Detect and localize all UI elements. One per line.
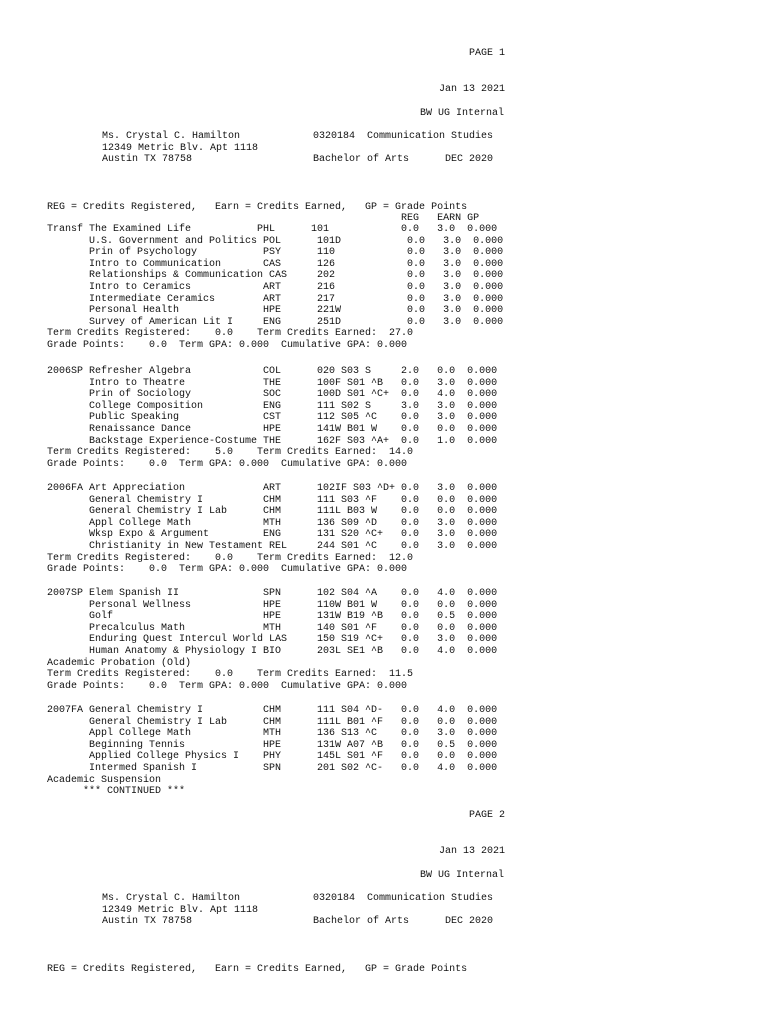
course-line: Precalculus Math MTH 140 S01 ^F 0.0 0.0 0.000 xyxy=(47,622,498,634)
term-gpa-summary: Grade Points: 0.0 Term GPA: 0.000 Cumulative GPA: 0.000 xyxy=(47,564,408,576)
report-date: Jan 13 2021 xyxy=(439,846,506,857)
course-line: Human Anatomy & Physiology I BIO 203L SE1 ^B 0.0 4.0 0.000 xyxy=(47,645,498,657)
term-gpa-summary: Grade Points: 0.0 Term GPA: 0.000 Cumulative GPA: 0.000 xyxy=(47,458,408,470)
degree-info: Bachelor of Arts DEC 2020 xyxy=(313,154,494,165)
student-name: Ms. Crystal C. Hamilton xyxy=(102,893,241,904)
page-label: PAGE 2 xyxy=(469,810,506,821)
course-line: Christianity in New Testament REL 244 S01 ^C 0.0 3.0 0.000 xyxy=(47,540,498,552)
student-address-line2: Austin TX 78758 xyxy=(102,154,193,165)
course-line: General Chemistry I Lab CHM 111L B03 W 0.0 0.0 0.000 xyxy=(47,506,498,518)
course-line: 2007FA General Chemistry I CHM 111 S04 ^D- 0.0 4.0 0.000 xyxy=(47,705,498,716)
course-line: Transf The Examined Life PHL 101 0.0 3.0 0.000 xyxy=(47,224,498,235)
student-address-line1: 12349 Metric Blv. Apt 1118 xyxy=(102,905,259,916)
term-block-2006fa xyxy=(47,483,497,576)
course-line: Appl College Math MTH 136 S13 ^C 0.0 3.0 0.000 xyxy=(47,728,498,740)
course-line: Personal Health HPE 221W 0.0 3.0 0.000 xyxy=(47,305,504,317)
legend-line: REG = Credits Registered, Earn = Credits Earned, GP = Grade Points xyxy=(47,202,468,213)
course-line: 2006FA Art Appreciation ART 102IF S03 ^D+ 0.0 3.0 0.000 xyxy=(47,483,498,494)
course-line: Enduring Quest Intercul World LAS 150 S19 ^C+ 0.0 3.0 0.000 xyxy=(47,634,498,646)
course-line: Intermediate Ceramics ART 217 0.0 3.0 0.000 xyxy=(47,293,504,305)
academic-status: Academic Probation (Old) xyxy=(47,657,192,669)
course-line: Wksp Expo & Argument ENG 131 S20 ^C+ 0.0 3.0 0.000 xyxy=(47,529,498,541)
course-line: Intro to Communication CAS 126 0.0 3.0 0.000 xyxy=(47,258,504,270)
columns-header: REG EARN GP xyxy=(47,213,480,224)
page-label: PAGE 1 xyxy=(469,48,506,59)
course-line: Public Speaking CST 112 S05 ^C 0.0 3.0 0.000 xyxy=(47,412,498,424)
course-line: College Composition ENG 111 S02 S 3.0 3.0 0.000 xyxy=(47,400,498,412)
student-name: Ms. Crystal C. Hamilton xyxy=(102,131,241,142)
degree-info: Bachelor of Arts DEC 2020 xyxy=(313,916,494,927)
course-line: 2007SP Elem Spanish II SPN 102 S04 ^A 0.0 4.0 0.000 xyxy=(47,588,498,599)
term-block-2006sp xyxy=(47,366,497,470)
course-line: Personal Wellness HPE 110W B01 W 0.0 0.0 0.000 xyxy=(47,599,498,611)
system-name: BW UG Internal xyxy=(420,870,505,881)
term-gpa-summary: Grade Points: 0.0 Term GPA: 0.000 Cumulative GPA: 0.000 xyxy=(47,680,408,692)
course-line: Beginning Tennis HPE 131W A07 ^B 0.0 0.5 0.000 xyxy=(47,739,498,751)
student-id-major: 0320184 Communication Studies xyxy=(313,893,494,904)
report-date: Jan 13 2021 xyxy=(439,84,506,95)
student-address-line2: Austin TX 78758 xyxy=(102,916,193,927)
course-line: U.S. Government and Politics POL 101D 0.0 3.0 0.000 xyxy=(47,235,504,247)
course-line: Prin of Psychology PSY 110 0.0 3.0 0.000 xyxy=(47,247,504,259)
course-line: Intro to Theatre THE 100F S01 ^B 0.0 3.0 0.000 xyxy=(47,377,498,389)
term-credits-summary: Term Credits Registered: 0.0 Term Credits Earned: 12.0 xyxy=(47,552,414,564)
course-line: Intro to Ceramics ART 216 0.0 3.0 0.000 xyxy=(47,281,504,293)
term-gpa-summary: Grade Points: 0.0 Term GPA: 0.000 Cumulative GPA: 0.000 xyxy=(47,339,408,351)
course-line: Intermed Spanish I SPN 201 S02 ^C- 0.0 4.0 0.000 xyxy=(47,762,498,774)
course-line: Survey of American Lit I ENG 251D 0.0 3.0 0.000 xyxy=(47,316,504,328)
term-block-2007sp xyxy=(47,588,497,692)
academic-status: Academic Suspension xyxy=(47,774,162,786)
term-credits-summary: Term Credits Registered: 0.0 Term Credits Earned: 11.5 xyxy=(47,669,414,681)
term-block-2007fa xyxy=(47,705,497,798)
term-block-transfer xyxy=(47,224,503,352)
course-line: Renaissance Dance HPE 141W B01 W 0.0 0.0 0.000 xyxy=(47,423,498,435)
continued-marker: *** CONTINUED *** xyxy=(47,786,186,798)
course-line: 2006SP Refresher Algebra COL 020 S03 S 2.0 0.0 0.000 xyxy=(47,366,498,377)
legend-line: REG = Credits Registered, Earn = Credits Earned, GP = Grade Points xyxy=(47,964,468,975)
system-name: BW UG Internal xyxy=(420,108,505,119)
student-id-major: 0320184 Communication Studies xyxy=(313,131,494,142)
course-line: Relationships & Communication CAS 202 0.0 3.0 0.000 xyxy=(47,270,504,282)
term-credits-summary: Term Credits Registered: 5.0 Term Credits Earned: 14.0 xyxy=(47,447,414,459)
student-address-line1: 12349 Metric Blv. Apt 1118 xyxy=(102,143,259,154)
course-line: General Chemistry I CHM 111 S03 ^F 0.0 0.0 0.000 xyxy=(47,494,498,506)
course-line: Backstage Experience-Costume THE 162F S03 ^A+ 0.0 1.0 0.000 xyxy=(47,435,498,447)
course-line: Appl College Math MTH 136 S09 ^D 0.0 3.0 0.000 xyxy=(47,517,498,529)
term-credits-summary: Term Credits Registered: 0.0 Term Credits Earned: 27.0 xyxy=(47,328,414,340)
course-line: Golf HPE 131W B19 ^B 0.0 0.5 0.000 xyxy=(47,611,498,623)
course-line: Applied College Physics I PHY 145L S01 ^F 0.0 0.0 0.000 xyxy=(47,751,498,763)
course-line: Prin of Sociology SOC 100D S01 ^C+ 0.0 4.0 0.000 xyxy=(47,389,498,401)
course-line: General Chemistry I Lab CHM 111L B01 ^F 0.0 0.0 0.000 xyxy=(47,716,498,728)
